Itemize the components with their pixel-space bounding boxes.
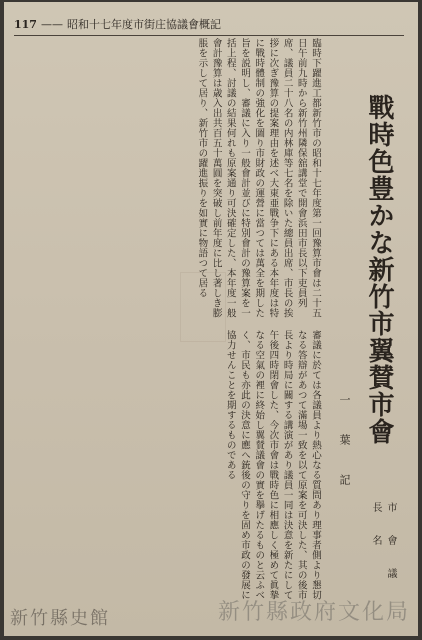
archive-seal: 新竹縣史館 [10, 608, 110, 629]
article-body-lower: 審議に於ては各議員より熱心なる質問あり理事者側より懇切なる答辯があつて滿場一致を以て原案を可決した、其の後市長より時局に關する講演があり議員一同は決意を新たにして午後四時閉會した、今次市會は戰時色に相應しく極めて眞摯なる空氣の裡に終始し翼賛議會の實を擧げたるものと云ふべく、市民も亦此の決意に應へ銃後の守りを固め市政の發展に協力せんことを期するものである [224, 330, 321, 600]
running-title: 昭和十七年度市街庄協議會概記 [66, 18, 221, 31]
archive-watermark: 新竹縣政府文化局 [217, 600, 410, 625]
article-body-upper: 臨時下躍進工都新竹市の昭和十七年度第一回豫算市會は二十五日午前九時から新竹州隣保舘講堂で開會浜田市長以下吏員列席、議員二十八名の内林庫等七名を除いた總員出席、市長の挨拶に次ぎ豫算の提案理由を述べ大東亜戰争下にある本年度は特に戰時體制の強化を圖り市財政の運營に當つては萬全を期した旨を説明し、審議に入り一般會計並びに特別會計の豫算案を一括上程、討議の結果何れも原案通り可決確定した、本年度一般會計豫算は歳入出共百五十萬圓を突破し前年度に比し著しき膨脹を示して居り、新竹市の躍進振りを如實に物語つて居る [196, 38, 321, 318]
article-title: 戰時色豊かな新竹市翼賛市會 [364, 94, 394, 445]
header-rule [14, 35, 404, 36]
closing-signature: 市 會 議 長 名 [370, 502, 396, 584]
document-page [4, 2, 418, 636]
byline: 一 葉 記 [338, 394, 351, 493]
page-number: 117 [14, 17, 37, 31]
header-dash: —— [40, 17, 63, 31]
faint-stamp-mark [180, 272, 226, 342]
running-header [14, 16, 404, 32]
